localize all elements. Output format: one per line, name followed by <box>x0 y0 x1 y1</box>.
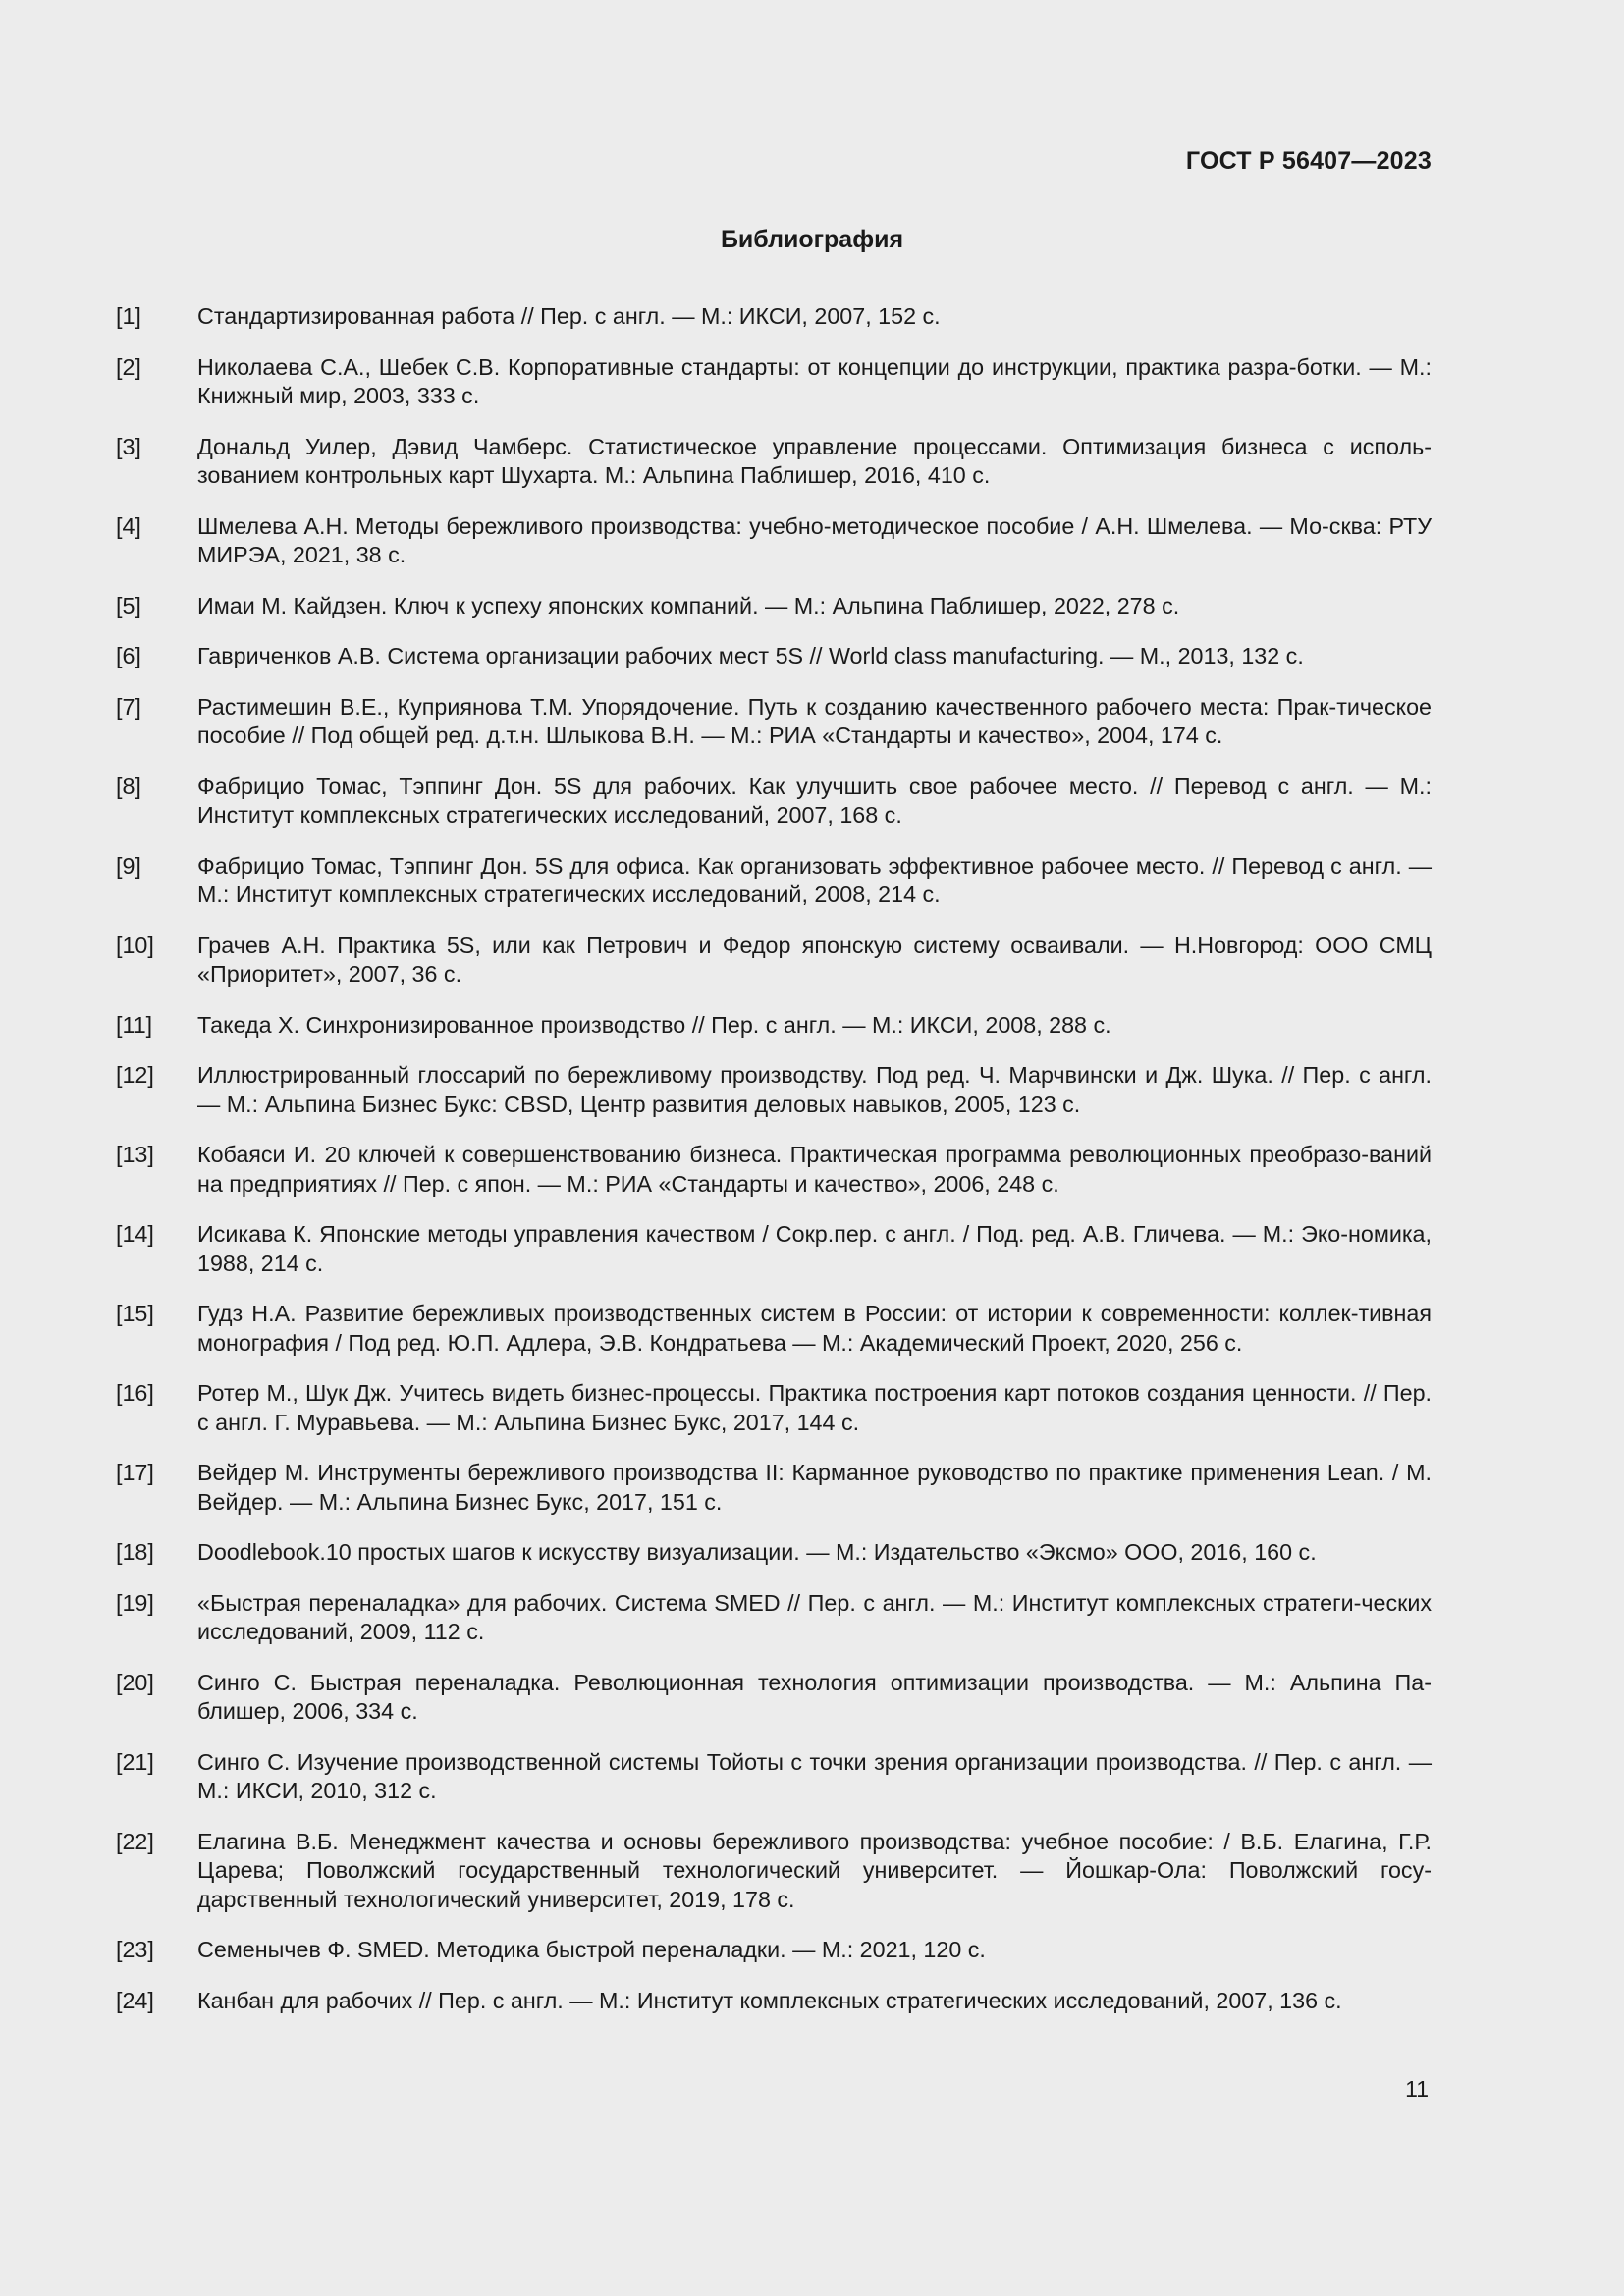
reference-text: Шмелева А.Н. Методы бережливого производства: учебно-методическое пособие / А.Н. Шмелева. — Мо-сква: РТУ МИРЭА, 2021, 38 с. <box>197 512 1432 567</box>
reference-number: [9] <box>116 852 141 879</box>
reference-text: Кобаяси И. 20 ключей к совершенствованию бизнеса. Практическая программа революционных преобразо-ваний на предприятиях // Пер. с япон. — М.: РИА «Стандарты и качество», 2006, 248 с. <box>197 1142 1432 1197</box>
reference-number: [20] <box>116 1669 154 1695</box>
reference-text: Николаева С.А., Шебек С.В. Корпоративные стандарты: от концепции до инструкции, практика разра-ботки. — М.: Книжный мир, 2003, 333 с. <box>197 353 1432 408</box>
reference-item <box>116 1011 1432 1041</box>
reference-number: [13] <box>116 1142 154 1167</box>
reference-item <box>116 932 1432 989</box>
document-code: ГОСТ Р 56407—2023 <box>1185 147 1432 175</box>
reference-number: [10] <box>116 932 154 958</box>
reference-text: Гавриченков А.В. Система организации рабочих мест 5S // World class manufacturing. — М., 2013, 132 с. <box>197 643 1304 668</box>
reference-item <box>116 1141 1432 1199</box>
reference-text: Елагина В.Б. Менеджмент качества и основы бережливого производства: учебное пособие: / В.Б. Елагина, Г.Р. Царева; Поволжский государственный технологический университет. — Йошкар-Ола: Поволжский госу-дарственный технологический университет, 2019, 178 с. <box>197 1828 1432 1912</box>
reference-number: [5] <box>116 592 141 618</box>
reference-number: [18] <box>116 1539 154 1565</box>
reference-item <box>116 693 1432 751</box>
reference-item <box>116 852 1432 910</box>
reference-item <box>116 353 1432 411</box>
page-title: Библиография <box>720 226 904 253</box>
reference-item <box>116 302 1432 332</box>
reference-text: Семенычев Ф. SMED. Методика быстрой переналадки. — М.: 2021, 120 с. <box>197 1937 986 1962</box>
reference-number: [17] <box>116 1460 154 1485</box>
reference-item <box>116 512 1432 570</box>
reference-item <box>116 1669 1432 1727</box>
reference-number: [24] <box>116 1987 154 2013</box>
reference-number: [8] <box>116 773 141 799</box>
reference-text: Исикава К. Японские методы управления качеством / Сокр.пер. с англ. / Под. ред. А.В. Гличева. — М.: Эко-номика, 1988, 214 с. <box>197 1221 1432 1276</box>
reference-text: Стандартизированная работа // Пер. с англ. — М.: ИКСИ, 2007, 152 с. <box>197 303 941 329</box>
reference-item <box>116 1828 1432 1915</box>
reference-number: [12] <box>116 1062 154 1088</box>
reference-number: [4] <box>116 512 141 539</box>
reference-text: Дональд Уилер, Дэвид Чамберс. Статистическое управление процессами. Оптимизация бизнеса с исполь-зованием контрольных карт Шухарта. М.: Альпина Паблишер, 2016, 410 с. <box>197 433 1432 488</box>
reference-number: [11] <box>116 1011 153 1038</box>
reference-item <box>116 1589 1432 1647</box>
reference-text: Гудз Н.А. Развитие бережливых производственных систем в России: от истории к современности: коллек-тивная монография / Под ред. Ю.П. Адлера, Э.В. Кондратьева — М.: Академический Проект, 2020, 256 с. <box>197 1301 1432 1356</box>
reference-text: Растимешин В.Е., Куприянова Т.М. Упорядочение. Путь к созданию качественного рабочего места: Прак-тическое пособие // Под общей ред. д.т.н. Шлыкова В.Н. — М.: РИА «Стандарты и качество», 2004, 174 с. <box>197 693 1432 748</box>
reference-text: Вейдер М. Инструменты бережливого производства II: Карманное руководство по практике применения Lean. / М. Вейдер. — М.: Альпина Бизнес Букс, 2017, 151 с. <box>197 1460 1432 1515</box>
reference-item <box>116 773 1432 830</box>
reference-item <box>116 642 1432 671</box>
reference-item <box>116 1220 1432 1278</box>
reference-item <box>116 433 1432 491</box>
reference-item <box>116 1379 1432 1437</box>
reference-text: «Быстрая переналадка» для рабочих. Система SMED // Пер. с англ. — М.: Институт комплексных стратеги-ческих исследований, 2009, 112 с. <box>197 1589 1432 1644</box>
reference-text: Имаи М. Кайдзен. Ключ к успеху японских компаний. — М.: Альпина Паблишер, 2022, 278 с. <box>197 592 1180 618</box>
reference-text: Ротер М., Шук Дж. Учитесь видеть бизнес-процессы. Практика построения карт потоков создания ценности. // Пер. с англ. Г. Муравьева. — М.: Альпина Бизнес Букс, 2017, 144 с. <box>197 1380 1432 1435</box>
reference-text: Doodlebook.10 простых шагов к искусству визуализации. — М.: Издательство «Эксмо» ООО, 2016, 160 с. <box>197 1539 1317 1565</box>
reference-item <box>116 592 1432 621</box>
reference-item <box>116 1459 1432 1517</box>
reference-text: Фабрицио Томас, Тэппинг Дон. 5S для рабочих. Как улучшить свое рабочее место. // Перевод с англ. — М.: Институт комплексных стратегических исследований, 2007, 168 с. <box>197 773 1432 828</box>
reference-text: Синго С. Изучение производственной системы Тойоты с точки зрения организации производства. // Пер. с англ. — М.: ИКСИ, 2010, 312 с. <box>197 1748 1432 1803</box>
reference-number: [21] <box>116 1748 154 1775</box>
reference-number: [2] <box>116 353 141 380</box>
reference-number: [22] <box>116 1828 154 1854</box>
reference-text: Фабрицио Томас, Тэппинг Дон. 5S для офиса. Как организовать эффективное рабочее место. // Перевод с англ. — М.: Институт комплексных стратегических исследований, 2008, 214 с. <box>197 852 1432 907</box>
reference-number: [14] <box>116 1221 154 1247</box>
reference-text: Такеда Х. Синхронизированное производство // Пер. с англ. — М.: ИКСИ, 2008, 288 с. <box>197 1011 1111 1038</box>
reference-item <box>116 1061 1432 1119</box>
reference-number: [3] <box>116 433 141 459</box>
reference-number: [6] <box>116 643 141 668</box>
reference-number: [15] <box>116 1301 154 1326</box>
reference-number: [7] <box>116 693 141 720</box>
reference-item <box>116 1300 1432 1358</box>
reference-text: Синго С. Быстрая переналадка. Революционная технология оптимизации производства. — М.: Альпина Па-блишер, 2006, 334 с. <box>197 1669 1432 1724</box>
bibliography-list <box>116 302 1432 2037</box>
reference-item <box>116 1748 1432 1806</box>
reference-text: Грачев А.Н. Практика 5S, или как Петрович и Федор японскую систему осваивали. — Н.Новгород: ООО СМЦ «Приоритет», 2007, 36 с. <box>197 932 1432 987</box>
reference-number: [23] <box>116 1937 154 1962</box>
reference-number: [19] <box>116 1589 154 1616</box>
reference-text: Канбан для рабочих // Пер. с англ. — М.: Институт комплексных стратегических исследований, 2007, 136 с. <box>197 1987 1342 2013</box>
reference-item <box>116 1936 1432 1965</box>
reference-number: [16] <box>116 1380 154 1406</box>
reference-item <box>116 1987 1432 2016</box>
page-number: 11 <box>1405 2076 1429 2102</box>
reference-text: Иллюстрированный глоссарий по бережливому производству. Под ред. Ч. Марчвински и Дж. Шука. // Пер. с англ. — М.: Альпина Бизнес Букс: CBSD, Центр развития деловых навыков, 2005, 123 с. <box>197 1062 1432 1117</box>
reference-item <box>116 1538 1432 1568</box>
reference-number: [1] <box>116 303 141 329</box>
